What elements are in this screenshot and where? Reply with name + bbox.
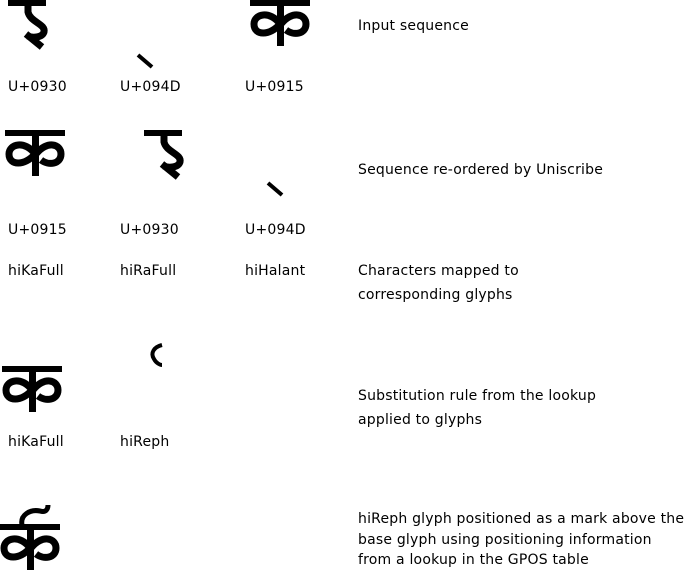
unicode-label: U+094D [245,222,306,238]
unicode-label: U+0930 [120,222,179,238]
caption-positioned-line-1: hiReph glyph positioned as a mark above the [358,511,685,527]
reph-glyph [150,345,166,367]
ka-glyph [250,0,312,48]
halant-glyph [138,55,154,69]
ra-glyph [8,0,48,50]
ka-glyph [0,524,62,572]
caption-substitution-line-1: Substitution rule from the lookup [358,388,597,404]
glyph-name-label: hiReph [120,434,170,450]
glyph-name-label: hiHalant [245,263,306,279]
unicode-label: U+0930 [8,79,67,95]
glyph-name-label: hiKaFull [8,434,64,450]
reph-positioned-glyph [18,505,52,525]
caption-positioned-line-2: base glyph using positioning information [358,532,652,548]
caption-mapped-line-2: corresponding glyphs [358,287,513,303]
glyph-name-label: hiKaFull [8,263,64,279]
caption-positioned-line-3: from a lookup in the GPOS table [358,552,589,568]
caption-substitution-line-2: applied to glyphs [358,412,483,428]
ka-glyph [5,130,67,178]
caption-mapped-line-1: Characters mapped to [358,263,519,279]
caption-reordered: Sequence re-ordered by Uniscribe [358,162,604,178]
glyph-name-label: hiRaFull [120,263,177,279]
unicode-label: U+0915 [245,79,304,95]
unicode-label: U+0915 [8,222,67,238]
ra-glyph [144,130,184,180]
caption-input-sequence: Input sequence [358,18,469,34]
unicode-label: U+094D [120,79,181,95]
halant-glyph [268,183,284,197]
ka-glyph [2,366,64,414]
